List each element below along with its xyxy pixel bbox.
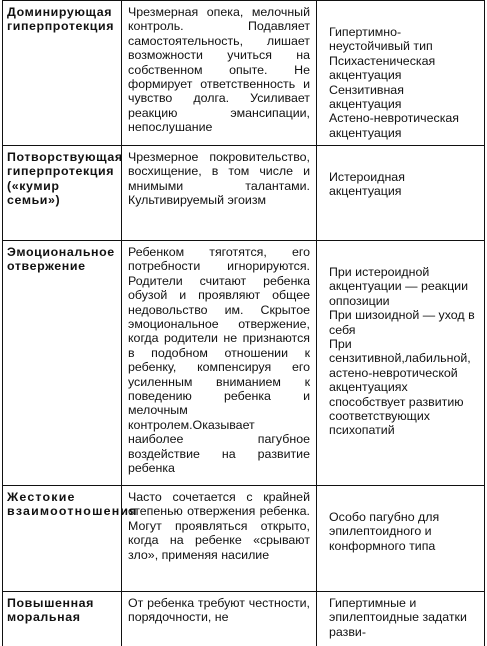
parenting-styles-table [2, 0, 485, 646]
description-cell [122, 241, 317, 486]
accentuation-item: Истероидная акцентуация [329, 170, 405, 199]
table-row [3, 241, 485, 486]
spacer [329, 490, 478, 510]
description-text: Чрезмерное покровительство, восхищение, в том числе и мнимыми талантами. Культивируемый эгоизм [128, 150, 310, 208]
accentuation-item: Сензитивная акцентуация [329, 82, 404, 112]
type-cell [3, 146, 122, 241]
type-text: Доминирующая гиперпротекция [7, 5, 115, 34]
type-text: Повышенная моральная [7, 596, 94, 625]
spacer [329, 150, 478, 170]
accentuation-item: При истероидной акцентуации — реакции оппозиции [329, 265, 469, 308]
accentuation-cell [317, 146, 485, 241]
description-cell [122, 486, 317, 592]
table-row [3, 486, 485, 592]
description-cell [122, 1, 317, 146]
type-text: Потворствующая гиперпротекция («кумир семьи») [7, 150, 123, 208]
table-row [3, 592, 485, 646]
type-cell [3, 486, 138, 592]
accentuation-cell [317, 241, 485, 486]
accentuation-item: При шизоидной — уход в себя [329, 308, 475, 337]
spacer [329, 245, 478, 265]
accentuation-item: Особо пагубно для эпилептоидного и конформного типа [329, 510, 440, 553]
type-cell [3, 592, 122, 646]
description-cell [122, 146, 317, 241]
accentuation-cell [317, 592, 485, 646]
description-text: Часто сочетается с крайней степенью отвержения ребенка. Могут проявляться открыто, когда на ребенке «срывают зло», применяя насилие [128, 490, 310, 562]
accentuation-item: Гипертимные и эпилептоидные задатки разви- [329, 596, 467, 639]
description-text: Ребенком тяготятся, его потребности игнорируются. Родители считают ребенка обузой и проявляют общее недовольство им. Скрытое эмоциональное отвержение, когда родители не признаются в подобном отношении к ребенку, компенсируя его усиленным вниманием к поведению ребенка и мелочным контролем.Оказывает наиболее пагубное воздействие на развитие ребенка [128, 245, 310, 476]
accentuation-cell [317, 486, 485, 592]
description-text: От ребенка требуют честности, порядочности, не [128, 596, 310, 625]
description-cell [122, 592, 317, 646]
type-text: Эмоциональное отвержение [7, 245, 115, 274]
description-text: Чрезмерная опека, мелочный контроль. Подавляет самостоятельность, лишает возможности учиться на собственном опыте. Не формирует ответственность и чувство долга. Усиливает реакцию эмансипации, непослушание [128, 5, 310, 135]
type-text: Жестокие взаимоотношения [7, 490, 138, 519]
table-row [3, 146, 485, 241]
accentuation-item: При сензитивной,лабильной, астено-невротической акцентуациях способствует развитию соответствующих психопатий [329, 337, 471, 438]
spacer [329, 5, 478, 25]
type-cell [3, 1, 122, 146]
accentuation-item: Астено-невротическая акцентуация [329, 111, 460, 140]
accentuation-item: Гипертимно-неустойчивый тип [329, 25, 433, 54]
accentuation-cell [317, 1, 485, 146]
accentuation-item: Психастеническая акцентуация [329, 53, 436, 83]
table-row [3, 1, 485, 146]
type-cell [3, 241, 122, 486]
